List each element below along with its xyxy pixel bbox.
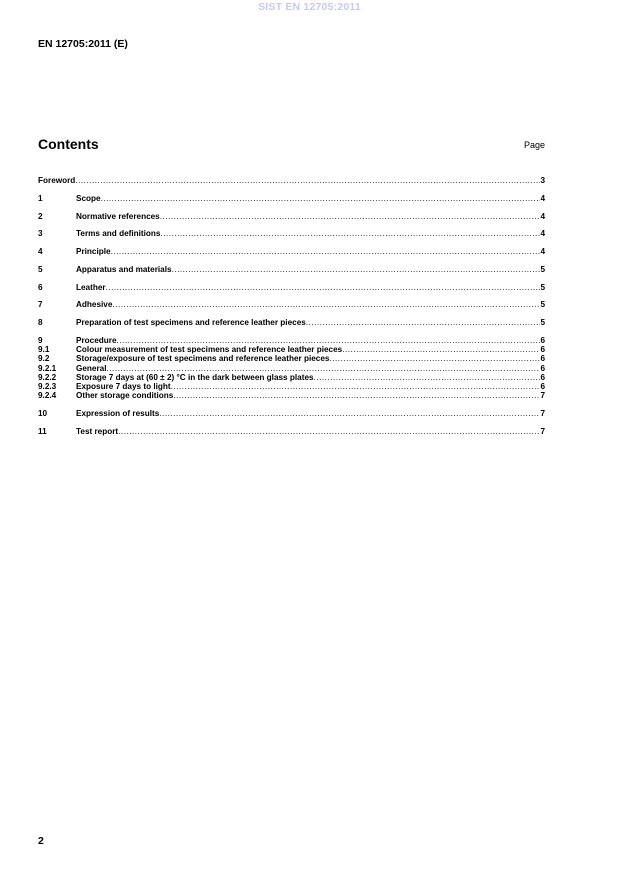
toc-page: 7 [540,426,545,436]
toc-page: 7 [540,391,545,401]
page-column-label: Page [523,140,545,150]
document-id: EN 12705:2011 (E) [38,38,128,50]
leader-dots [173,391,540,400]
toc-number: 9.1 [38,345,50,355]
toc-title: Adhesive [76,300,113,310]
toc-page: 5 [540,264,545,274]
toc-title: Colour measurement of test specimens and reference leather pieces [76,345,343,355]
toc-entry-9-2-4[interactable] [38,391,545,400]
leader-dots [106,283,541,292]
toc-page: 5 [540,282,545,292]
toc-title: Storage 7 days at (60 ± 2) °C in the dark between glass plates [76,372,314,382]
toc-title: Storage/exposure of test specimens and reference leather pieces [76,354,330,364]
toc-entry-foreword[interactable] [38,176,545,185]
toc-title: Other storage conditions [76,391,174,401]
toc-entry-8[interactable] [38,318,545,327]
toc-number: 9.2 [38,354,50,364]
toc-number: 5 [38,264,43,274]
toc-entry-10[interactable] [38,409,545,418]
toc-entry-6[interactable] [38,283,545,292]
toc-page: 4 [540,229,545,239]
leader-dots [329,354,540,363]
toc-entry-3[interactable] [38,229,545,238]
toc-page: 6 [540,354,545,364]
toc-title: Normative references [76,211,160,221]
leader-dots [112,300,540,309]
toc-entry-9-1[interactable] [38,345,545,354]
toc-title: Expression of results [76,408,160,418]
toc-page: 6 [540,381,545,391]
leader-dots [118,427,540,436]
toc-title: Exposure 7 days to light [76,381,171,391]
toc-number: 9 [38,336,43,346]
leader-dots [159,409,540,418]
toc-title: Apparatus and materials [76,264,172,274]
toc-page: 6 [540,372,545,382]
leader-dots [107,364,541,373]
leader-dots [117,336,541,345]
toc-page: 6 [540,336,545,346]
toc-title: Principle [76,247,111,257]
toc-entry-7[interactable] [38,300,545,309]
leader-dots [160,229,540,238]
page-number: 2 [38,835,44,847]
leader-dots [111,247,541,256]
toc-title: Test report [76,426,119,436]
leader-dots [160,212,541,221]
toc-entry-2[interactable] [38,212,545,221]
toc-number: 9.2.1 [38,363,57,373]
toc-number: 9.2.3 [38,381,57,391]
toc-title: Preparation of test specimens and reference leather pieces [76,318,306,328]
toc-number: 8 [38,318,43,328]
toc-entry-9[interactable] [38,336,545,345]
leader-dots [306,318,541,327]
leader-dots [101,194,541,203]
toc-entry-4[interactable] [38,247,545,256]
toc-page: 6 [540,345,545,355]
leader-dots [171,382,541,391]
toc-page: 4 [540,211,545,221]
toc-page: 5 [540,300,545,310]
toc-entry-9-2-2[interactable] [38,373,545,382]
leader-dots [342,345,540,354]
toc-number: 9.2.2 [38,372,57,382]
toc-entry-11[interactable] [38,427,545,436]
toc-page: 4 [540,247,545,257]
toc-number: 6 [38,282,43,292]
toc-title: General [76,363,107,373]
toc-page: 4 [540,193,545,203]
toc-title: Procedure [76,336,117,346]
contents-title: Contents [38,136,99,152]
toc-entry-9-2-1[interactable] [38,364,545,373]
toc-number: 10 [38,408,48,418]
leader-dots [75,176,540,185]
toc-title: Foreword [38,176,76,185]
toc-number: 3 [38,229,43,239]
toc-page: 3 [540,176,545,185]
toc-page: 6 [540,363,545,373]
toc-entry-1[interactable] [38,194,545,203]
toc-number: 11 [38,426,47,436]
leader-dots [314,373,541,382]
toc-entry-9-2[interactable] [38,354,545,363]
toc-page: 5 [540,318,545,328]
toc-page: 7 [540,408,545,418]
toc-title: Terms and definitions [76,229,161,239]
toc-number: 1 [38,193,43,203]
leader-dots [172,265,541,274]
toc-number: 4 [38,247,43,257]
toc-entry-9-2-3[interactable] [38,382,545,391]
table-of-contents [38,176,545,436]
toc-number: 7 [38,300,43,310]
toc-title: Scope [76,193,101,203]
toc-number: 2 [38,211,43,221]
watermark: SIST EN 12705:2011 [258,1,361,13]
toc-title: Leather [76,282,106,292]
toc-number: 9.2.4 [38,391,57,401]
toc-entry-5[interactable] [38,265,545,274]
